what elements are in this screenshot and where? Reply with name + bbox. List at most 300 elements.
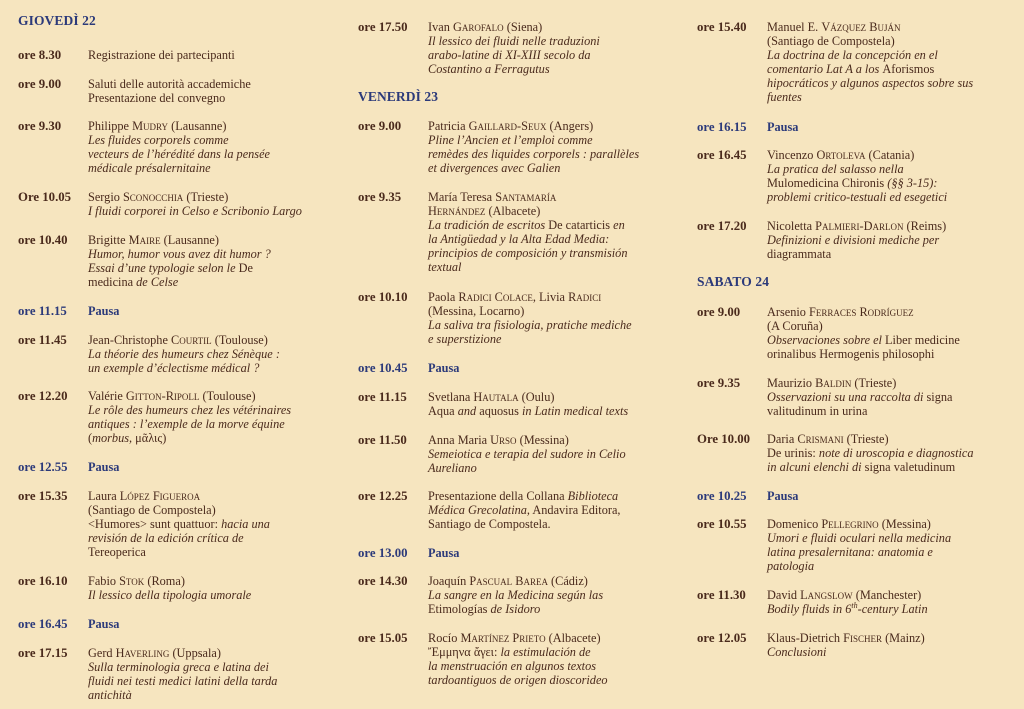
title-line: [428, 218, 678, 232]
title-line: [428, 588, 678, 602]
text-segment: La théorie des humeurs chez Sénèque :: [88, 347, 280, 361]
title-line: [88, 674, 338, 688]
text-segment: fluidi nei testi medici latini della tarda: [88, 674, 278, 688]
entry-body: Pausa: [428, 361, 460, 375]
text-segment: aquosus: [476, 404, 522, 418]
entry-time: ore 10.40: [18, 233, 68, 247]
text-segment: David: [767, 588, 801, 602]
schedule-entry: [697, 376, 1017, 418]
entry-time: ore 12.25: [358, 489, 408, 503]
title-line: [428, 404, 678, 418]
entry-time: ore 8.30: [18, 48, 62, 62]
speaker-surname: Vázquez Buján: [821, 20, 901, 34]
speaker-surname: Radici: [568, 290, 602, 304]
speaker-surname: Courtil: [171, 333, 212, 347]
text-segment: μᾶλις): [132, 431, 167, 445]
title-line: [88, 133, 338, 147]
entry-body: [88, 389, 338, 445]
text-segment: Rocío: [428, 631, 461, 645]
text-segment: note di uroscopia e diagnostica: [818, 446, 974, 460]
day-heading: VENERDÌ 23: [358, 89, 439, 104]
text-segment: Philippe: [88, 119, 133, 133]
title-line: [88, 147, 338, 161]
title-line: [767, 446, 1017, 460]
entry-body: [88, 574, 338, 602]
text-segment: (Albacete): [545, 631, 601, 645]
text-segment: Gerd: [88, 646, 116, 660]
speaker-line: [428, 119, 678, 133]
text-segment: signa: [926, 390, 953, 404]
speaker-surname: Gitton-Ripoll: [125, 389, 200, 403]
speaker-line: [767, 20, 1017, 34]
title-line: [428, 147, 678, 161]
entry-time: ore 9.35: [697, 376, 741, 390]
title-line: [88, 403, 338, 417]
title-line: [767, 76, 1017, 90]
text-segment: la menstruación en algunos textos: [428, 659, 597, 673]
text-segment: Etimologías: [428, 602, 491, 616]
text-segment: diagrammata: [767, 247, 832, 261]
text-segment: (Messina, Locarno): [428, 304, 525, 318]
text-segment: Manuel E.: [767, 20, 822, 34]
entry-time: ore 16.10: [18, 574, 68, 588]
entry-time: ore 9.30: [18, 119, 62, 133]
entry-body: [767, 631, 1017, 659]
title-line: [88, 347, 338, 361]
schedule-entry: [697, 631, 1017, 659]
speaker-surname: Palmieri-Darlon: [815, 219, 904, 233]
entry-body: [428, 574, 678, 616]
pause-entry: [18, 304, 338, 318]
entry-time: ore 11.45: [18, 333, 67, 347]
speaker-line: [428, 631, 678, 645]
text-segment: Semeiotica e terapia del sudore in Celio: [428, 447, 626, 461]
text-segment: problemi critico-testuali ed esegetici: [767, 190, 948, 204]
speaker-line: [88, 119, 338, 133]
entry-time: ore 15.05: [358, 631, 408, 645]
text-segment: (Trieste): [183, 190, 229, 204]
speaker-surname: Maire: [128, 233, 161, 247]
entry-body: [88, 119, 338, 175]
entry-body: Pausa: [428, 546, 460, 560]
pause-entry: [358, 546, 678, 560]
text-segment: Valérie: [88, 389, 126, 403]
entry-body: [428, 390, 678, 418]
text-segment: in alcuni elenchi di: [767, 460, 865, 474]
title-line: [88, 517, 338, 531]
text-segment: arabo-latine di XI-XIII secolo da: [428, 48, 591, 62]
text-segment: Definizioni e divisioni mediche per: [767, 233, 940, 247]
text-segment: signa valetudinum: [864, 460, 956, 474]
entry-body: [88, 646, 338, 702]
text-segment: Presentazione della Collana: [428, 489, 568, 503]
title-line: [88, 660, 338, 674]
entry-body: [767, 376, 1017, 418]
text-segment: <Humores> sunt quattuor:: [88, 517, 222, 531]
pause-entry: [697, 120, 1017, 134]
entry-time: ore 11.15: [358, 390, 407, 404]
speaker-line: [428, 20, 678, 34]
text-segment: un exemple d’éclectisme médical ?: [88, 361, 260, 375]
text-segment: (Mainz): [882, 631, 925, 645]
title-line: [767, 62, 1017, 76]
text-segment: (Toulouse): [211, 333, 268, 347]
title-line: [428, 659, 678, 673]
title-line: [767, 333, 1017, 347]
entry-time: ore 17.15: [18, 646, 68, 660]
entry-body: [88, 489, 338, 559]
speaker-surname: Ortoleva: [816, 148, 866, 162]
text-segment: (A Coruña): [767, 319, 823, 333]
text-segment: antichità: [88, 688, 132, 702]
pause-entry: [18, 617, 338, 631]
speaker-line: [88, 489, 338, 503]
title-line: [428, 447, 678, 461]
speaker-line: [428, 390, 678, 404]
text-segment: (§§ 3-15):: [887, 176, 938, 190]
schedule-entry: [358, 290, 678, 346]
entry-time: ore 16.45: [18, 617, 68, 631]
text-segment: Osservazioni su una raccolta di: [767, 390, 927, 404]
title-line: [428, 246, 678, 260]
text-segment: patologia: [767, 559, 815, 573]
text-segment: remèdes des liquides corporels : parallèles: [428, 147, 640, 161]
text-segment: (Oulu): [518, 390, 555, 404]
title-line: [88, 275, 338, 289]
title-line: [88, 588, 338, 602]
title-line: [428, 503, 678, 517]
text-segment: Arsenio: [767, 305, 810, 319]
text-segment: Aqua: [428, 404, 458, 418]
schedule-entry: [697, 148, 1017, 204]
speaker-line: [88, 646, 338, 660]
text-segment: Médica Grecolatina,: [428, 503, 530, 517]
title-line: [428, 461, 678, 475]
title-line: [767, 233, 1017, 247]
schedule-entry: [18, 190, 338, 218]
entry-time: Ore 10.00: [697, 432, 751, 446]
text-segment: valitudinum in urina: [767, 404, 868, 418]
schedule-entry: [697, 432, 1017, 474]
entry-time: ore 12.20: [18, 389, 68, 403]
speaker-line: [767, 631, 1017, 645]
schedule-entry: [18, 574, 338, 602]
entry-time: ore 15.40: [697, 20, 747, 34]
text-segment: (Messina): [516, 433, 569, 447]
text-segment: I fluidi corporei in Celso e Scribonio Largo: [88, 204, 302, 218]
text-segment: Svetlana: [428, 390, 474, 404]
speaker-line: [88, 233, 338, 247]
text-segment: (Toulouse): [199, 389, 256, 403]
text-segment: Anna Maria: [428, 433, 491, 447]
title-line: [767, 247, 1017, 261]
text-segment: principios de composición y transmisión: [428, 246, 628, 260]
pause-entry: [358, 361, 678, 375]
entry-body: Pausa: [767, 489, 799, 503]
title-line: [88, 361, 338, 375]
title-line: [88, 261, 338, 275]
title-line: [767, 319, 1017, 333]
text-segment: Il lessico dei fluidi nelle traduzioni: [428, 34, 600, 48]
text-segment: (Angers): [546, 119, 594, 133]
entry-time: ore 17.50: [358, 20, 408, 34]
title-line: [767, 90, 1017, 104]
speaker-line: [88, 48, 338, 62]
schedule-entry: [18, 48, 338, 62]
schedule-entry: [358, 20, 678, 76]
speaker-line: [428, 190, 678, 204]
speaker-surname: Ferraces Rodríguez: [809, 305, 914, 319]
entry-body: [88, 48, 338, 62]
entry-time: ore 11.30: [697, 588, 746, 602]
entry-body: [88, 190, 338, 218]
text-segment: tardoantiguos de origen dioscorideo: [428, 673, 608, 687]
title-line: [767, 545, 1017, 559]
title-line: [428, 645, 678, 659]
entry-body: Pausa: [88, 617, 120, 631]
entry-body: [767, 219, 1017, 261]
schedule-entry: [358, 433, 678, 475]
title-line: [767, 190, 1017, 204]
entry-body: [767, 432, 1017, 474]
speaker-surname: Hernández: [428, 204, 486, 218]
text-segment: Jean-Christophe: [88, 333, 171, 347]
entry-time: ore 10.55: [697, 517, 747, 531]
speaker-line: [767, 376, 1017, 390]
entry-time: ore 12.55: [18, 460, 68, 474]
text-segment: Aforismos: [882, 62, 935, 76]
text-segment: médicale présalernitaine: [88, 161, 211, 175]
entry-time: ore 15.35: [18, 489, 68, 503]
title-line: [428, 673, 678, 687]
title-line: [767, 176, 1017, 190]
speaker-line: [88, 333, 338, 347]
title-line: [88, 503, 338, 517]
title-line: [767, 531, 1017, 545]
text-segment: Fabio: [88, 574, 120, 588]
text-segment: De catarticis: [548, 218, 611, 232]
text-segment: La pratica del salasso nella: [767, 162, 904, 176]
entry-time: ore 10.25: [697, 489, 747, 503]
schedule-entry: [18, 77, 338, 105]
speaker-surname: Crismani: [797, 432, 844, 446]
text-segment: Daria: [767, 432, 798, 446]
schedule-entry: [697, 305, 1017, 361]
entry-time: ore 16.15: [697, 120, 747, 134]
entry-body: [767, 20, 1017, 104]
text-segment: Laura: [88, 489, 120, 503]
title-line: [767, 162, 1017, 176]
entry-body: [88, 77, 338, 105]
entry-body: [428, 20, 678, 76]
text-segment: (Catania): [865, 148, 915, 162]
title-line: [428, 48, 678, 62]
schedule-entry: [18, 489, 338, 559]
text-segment: Joaquín: [428, 574, 470, 588]
text-segment: morbus,: [92, 431, 133, 445]
entry-body: Pausa: [88, 460, 120, 474]
speaker-surname: Gaillard-Seux: [468, 119, 547, 133]
text-segment: de Celse: [136, 275, 179, 289]
entry-body: [767, 588, 1017, 616]
text-segment: medicina: [88, 275, 137, 289]
speaker-line: [767, 517, 1017, 531]
speaker-line: [767, 305, 1017, 319]
text-segment: Domenico: [767, 517, 822, 531]
speaker-line: [428, 489, 678, 503]
title-line: [88, 247, 338, 261]
entry-body: [88, 333, 338, 375]
title-line: [88, 688, 338, 702]
text-segment: (Uppsala): [169, 646, 221, 660]
text-segment: vecteurs de l’hérédité dans la pensée: [88, 147, 270, 161]
schedule-entry: [18, 646, 338, 702]
entry-body: Pausa: [88, 304, 120, 318]
text-segment: in Latin medical texts: [521, 404, 629, 418]
text-segment: Andavira Editora,: [530, 503, 621, 517]
text-segment: (Trieste): [843, 432, 889, 446]
text-segment: comentario Lat A a los: [767, 62, 883, 76]
text-segment: Tereoperica: [88, 545, 146, 559]
text-segment: Le rôle des humeurs chez les vétérinaires: [88, 403, 292, 417]
entry-time: Ore 10.05: [18, 190, 72, 204]
text-segment: hacia una: [221, 517, 270, 531]
text-segment: and: [457, 404, 477, 418]
title-line: [88, 417, 338, 431]
text-segment: Sulla terminologia greca e latina dei: [88, 660, 269, 674]
text-segment: de Isidoro: [490, 602, 541, 616]
text-segment: Vincenzo: [767, 148, 817, 162]
text-segment: (Albacete): [485, 204, 541, 218]
schedule-entry: [358, 631, 678, 687]
speaker-line: [767, 432, 1017, 446]
text-segment: Liber medicine: [885, 333, 960, 347]
title-line: [88, 431, 338, 445]
text-segment: fuentes: [767, 90, 802, 104]
entry-body: [428, 119, 678, 175]
text-segment: Saluti delle autorità accademiche: [88, 77, 251, 91]
speaker-surname: Santamaría: [495, 190, 557, 204]
text-segment: (Lausanne): [168, 119, 227, 133]
title-line: [767, 559, 1017, 573]
title-line: [767, 460, 1017, 474]
text-segment: María Teresa: [428, 190, 496, 204]
title-line: [428, 133, 678, 147]
title-line: [767, 404, 1017, 418]
text-segment: la estimulación de: [500, 645, 591, 659]
text-segment: (Roma): [144, 574, 185, 588]
title-line: [88, 531, 338, 545]
text-segment: orinalibus Hermogenis philosophi: [767, 347, 935, 361]
schedule-entry: [697, 219, 1017, 261]
text-segment: Observaciones sobre el: [767, 333, 886, 347]
entry-body: [767, 305, 1017, 361]
entry-body: [767, 517, 1017, 573]
text-segment: Ἔμμηνα ἄγει:: [428, 645, 501, 659]
schedule-entry: [18, 333, 338, 375]
text-segment: (: [88, 431, 93, 445]
speaker-surname: López Figueroa: [119, 489, 201, 503]
entry-time: ore 11.15: [18, 304, 67, 318]
speaker-line: [767, 219, 1017, 233]
text-segment: th: [851, 600, 858, 610]
text-segment: La saliva tra fisiologia, pratiche mediche: [428, 318, 632, 332]
title-line: [767, 602, 1017, 616]
speaker-line: [767, 588, 1017, 602]
title-line: [88, 204, 338, 218]
entry-time: ore 14.30: [358, 574, 408, 588]
schedule-entry: [697, 20, 1017, 104]
text-segment: Costantino a Ferragutus: [428, 62, 550, 76]
text-segment: Bodily fluids in 6: [767, 602, 852, 616]
entry-body: Pausa: [767, 120, 799, 134]
speaker-surname: Haverling: [115, 646, 170, 660]
text-segment: (Reims): [903, 219, 947, 233]
title-line: [428, 602, 678, 616]
text-segment: Il lessico della tipologia umorale: [88, 588, 252, 602]
entry-body: [428, 290, 678, 346]
speaker-line: [428, 433, 678, 447]
text-segment: Maurizio: [767, 376, 816, 390]
text-segment: Sergio: [88, 190, 123, 204]
text-segment: Patricia: [428, 119, 469, 133]
text-segment: Mulomedicina Chironis: [767, 176, 888, 190]
speaker-surname: Pellegrino: [821, 517, 879, 531]
day-heading: GIOVEDÌ 22: [18, 13, 96, 28]
title-line: [428, 304, 678, 318]
text-segment: Aureliano: [428, 461, 477, 475]
schedule-entry: [18, 389, 338, 445]
speaker-line: [88, 389, 338, 403]
text-segment: Conclusioni: [767, 645, 827, 659]
speaker-line: [88, 77, 338, 91]
text-segment: (Manchester): [852, 588, 922, 602]
text-segment: -century Latin: [857, 602, 928, 616]
speaker-surname: Sconocchia: [122, 190, 184, 204]
text-segment: (Santiago de Compostela): [767, 34, 895, 48]
entry-body: [428, 433, 678, 475]
schedule-entry: [697, 517, 1017, 573]
title-line: [428, 517, 678, 531]
title-line: [428, 34, 678, 48]
title-line: [767, 347, 1017, 361]
schedule-entry: [18, 119, 338, 175]
text-segment: Pline l’Ancien et l’emploi comme: [428, 133, 593, 147]
schedule-entry: [18, 233, 338, 289]
text-segment: latina presalernitana: anatomia e: [767, 545, 933, 559]
text-segment: Essai d’une typologie selon le: [88, 261, 239, 275]
text-segment: , Livia: [532, 290, 569, 304]
schedule-entry: [697, 588, 1017, 616]
text-segment: revisión de la edición crítica de: [88, 531, 244, 545]
text-segment: (Cádiz): [547, 574, 588, 588]
entry-body: [428, 489, 678, 531]
title-line: [428, 260, 678, 274]
speaker-surname: Mudry: [132, 119, 169, 133]
title-line: [767, 48, 1017, 62]
text-segment: Umori e fluidi oculari nella medicina: [767, 531, 952, 545]
text-segment: (Messina): [878, 517, 931, 531]
entry-time: ore 9.00: [18, 77, 62, 91]
title-line: [88, 91, 338, 105]
entry-time: ore 9.00: [358, 119, 402, 133]
title-line: [428, 204, 678, 218]
title-line: [767, 390, 1017, 404]
text-segment: en: [610, 218, 625, 232]
text-segment: (Santiago de Compostela): [88, 503, 216, 517]
entry-time: ore 9.35: [358, 190, 402, 204]
text-segment: e superstizione: [428, 332, 502, 346]
